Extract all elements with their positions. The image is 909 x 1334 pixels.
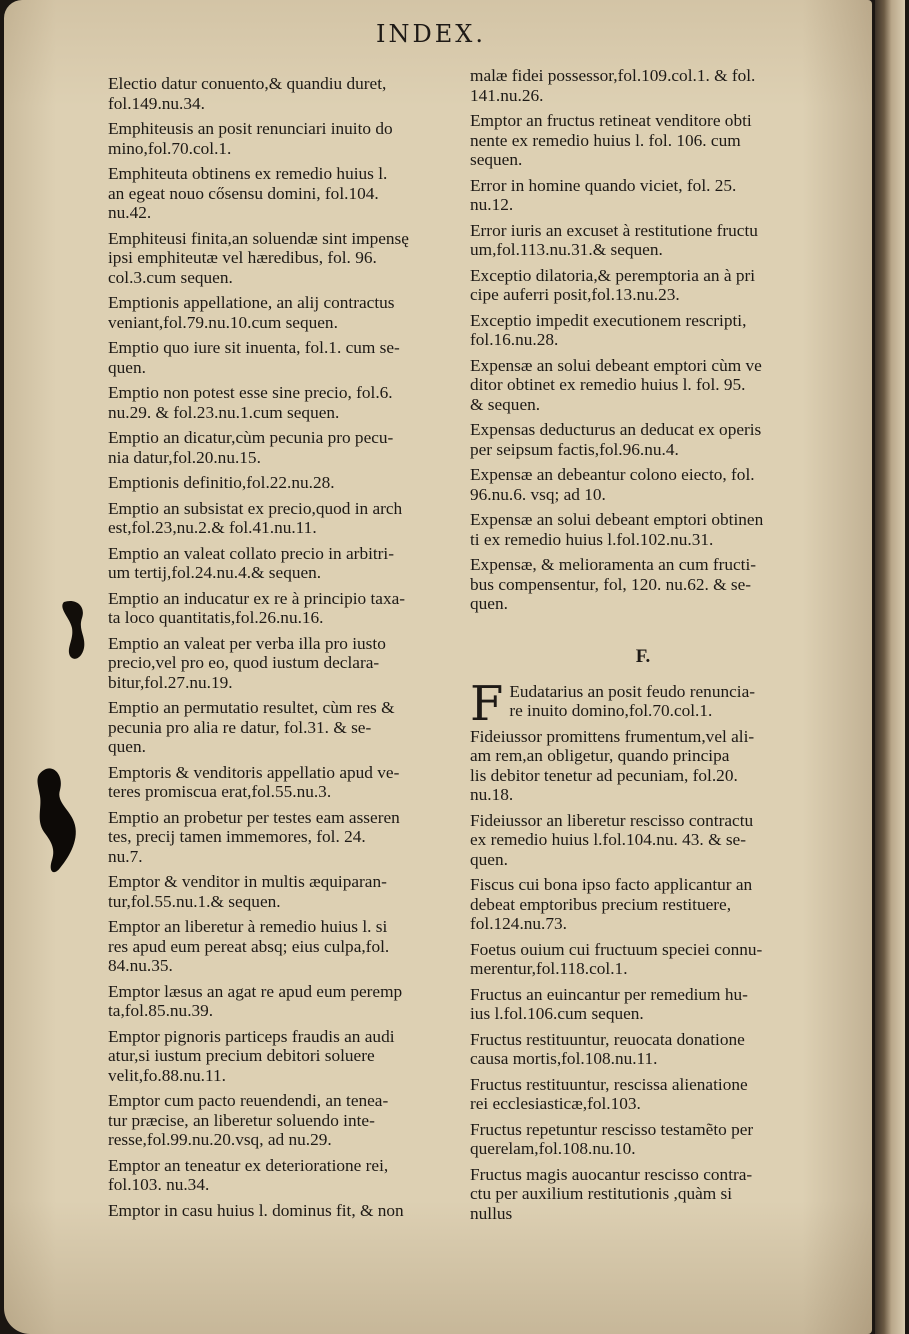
index-entry-line: nu.42. xyxy=(108,203,152,222)
index-entry xyxy=(470,985,816,1024)
index-entry-line: Emptio an permutatio resultet, cùm res & xyxy=(108,698,395,717)
index-entry-line: per seipsum factis,fol.96.nu.4. xyxy=(470,439,679,459)
index-entry-line: res apud eum pereat absq; eius culpa,fol. xyxy=(108,936,390,956)
index-entry xyxy=(108,808,454,867)
index-entry-line: Emphiteusis an posit renunciari inuito do xyxy=(108,119,393,138)
index-entry xyxy=(470,940,816,979)
index-entry-line: resse,fol.99.nu.20.vsq, ad nu.29. xyxy=(108,1130,332,1149)
index-entry-line: 96.nu.6. vsq; ad 10. xyxy=(470,484,606,504)
index-entry-line: Emptor an fructus retineat venditore obti xyxy=(470,111,752,130)
index-entry-line: Emptio an inducatur ex re à principio taxa- xyxy=(108,588,406,608)
index-entry-line: nente ex remedio huius l. fol. 106. cum xyxy=(470,130,741,150)
index-entry-line: Expensæ, & melioramenta an cum fructi- xyxy=(470,555,757,574)
index-entry-line: quen. xyxy=(108,737,146,756)
index-entry-line: Expensæ an debeantur colono eiecto, fol. xyxy=(470,465,755,484)
index-entry-line: Emptio an valeat per verba illa pro iusto xyxy=(108,633,386,653)
index-entry xyxy=(108,1156,454,1195)
index-entry-line: Emptor & venditor in multis æquiparan- xyxy=(108,872,387,891)
index-entry-line: am rem,an obligetur, quando principa xyxy=(470,746,730,765)
index-entry-line: Emptor in casu huius l. dominus fit, & non xyxy=(108,1200,404,1220)
index-entry-line: Fructus magis auocantur rescisso contra- xyxy=(470,1164,753,1184)
index-entry-line: teres promiscua erat,fol.55.nu.3. xyxy=(108,782,332,801)
index-entry-line: Emptor læsus an agat re apud eum peremp xyxy=(108,981,403,1001)
index-entry-line: Emptio an valeat collato precio in arbitri- xyxy=(108,543,394,563)
index-entry-line: nu.7. xyxy=(108,846,143,866)
index-entry-line: velit,fo.88.nu.11. xyxy=(108,1065,226,1085)
index-entry xyxy=(470,811,816,870)
index-entry-line: Fructus an euincantur per remedium hu- xyxy=(470,984,748,1004)
index-entry-line: Error iuris an excuset à restitutione fructu xyxy=(470,220,758,240)
index-entry-line: Exceptio dilatoria,& peremptoria an à pri xyxy=(470,265,756,285)
ink-smudge-upper xyxy=(56,596,96,666)
index-entry-line: Emphiteuta obtinens ex remedio huius l. xyxy=(108,164,388,183)
index-entry-line: Emptor cum pacto reuendendi, an tenea- xyxy=(108,1091,389,1110)
index-entry-line: Emptoris & venditoris appellatio apud ve- xyxy=(108,762,400,782)
index-entry-line: Emptionis definitio,fol.22.nu.28. xyxy=(108,473,335,492)
index-entry-line: Error in homine quando viciet, fol. 25. xyxy=(470,175,737,195)
index-entry-line: Fiscus cui bona ipso facto applicantur an xyxy=(470,875,753,894)
index-entry xyxy=(470,875,816,934)
index-entry xyxy=(108,499,454,538)
index-entry-line: ti ex remedio huius l.fol.102.nu.31. xyxy=(470,529,714,549)
index-entry xyxy=(108,428,454,467)
index-entry-line: ditor obtinet ex remedio huius l. fol. 95. xyxy=(470,375,746,394)
index-entry xyxy=(470,66,816,105)
index-entry xyxy=(108,383,454,422)
index-entry xyxy=(470,311,816,350)
index-entry xyxy=(470,1120,816,1159)
index-entry xyxy=(108,982,454,1021)
drop-cap: F xyxy=(470,675,504,732)
index-entry-line: cipe auferri posit,fol.13.nu.23. xyxy=(470,285,680,304)
index-entry-line: nia datur,fol.20.nu.15. xyxy=(108,447,261,467)
index-entry-line: Emptor an teneatur ex deterioratione rei, xyxy=(108,1155,389,1175)
index-entry-line: debeat emptoribus precium restituere, xyxy=(470,894,732,914)
index-entry-line: causa mortis,fol.108.nu.11. xyxy=(470,1049,658,1068)
index-entry-line: col.3.cum sequen. xyxy=(108,267,233,287)
index-entry-line: querelam,fol.108.nu.10. xyxy=(470,1139,636,1158)
index-entry-line: Fideiussor promittens frumentum,vel ali- xyxy=(470,726,755,746)
index-entry-line: an egeat nouo cősensu domini, fol.104. xyxy=(108,183,379,203)
index-entry-line: nullus xyxy=(470,1203,513,1223)
index-entry-line: Eudatarius an posit feudo renuncia- xyxy=(509,681,756,701)
index-entry-line: est,fol.23,nu.2.& fol.41.nu.11. xyxy=(108,518,317,537)
book-page xyxy=(4,0,872,1334)
index-entry xyxy=(470,465,816,504)
index-entry-line: bitur,fol.27.nu.19. xyxy=(108,672,233,692)
index-entry xyxy=(108,589,454,628)
ink-smudge-lower xyxy=(30,760,90,880)
index-entry xyxy=(108,293,454,332)
index-entry-line: 84.nu.35. xyxy=(108,956,173,975)
index-entry-line: Expensæ an solui debeant emptori obtinen xyxy=(470,510,764,529)
index-entry-line: sequen. xyxy=(470,150,523,169)
index-entry xyxy=(108,229,454,288)
index-entry-line: lis debitor tenetur ad pecuniam, fol.20. xyxy=(470,765,738,785)
index-entry xyxy=(470,266,816,305)
index-entry-line: pecunia pro alia re datur, fol.31. & se- xyxy=(108,717,372,737)
index-entry-line: Emptor an liberetur à remedio huius l. si xyxy=(108,917,388,936)
index-entry-line: Foetus ouium cui fructuum speciei connu- xyxy=(470,939,763,959)
index-entry xyxy=(108,338,454,377)
index-entry xyxy=(108,917,454,976)
index-entry-line: tes, precij tamen immemores, fol. 24. xyxy=(108,827,366,846)
index-column-left xyxy=(108,74,454,1226)
index-entry-line: Fructus restituuntur, reuocata donatione xyxy=(470,1029,745,1049)
index-entry-line: mino,fol.70.col.1. xyxy=(108,138,232,158)
index-entry-line: ta,fol.85.nu.39. xyxy=(108,1001,214,1020)
index-column-right xyxy=(470,66,816,1229)
index-entry-line: Emptionis appellatione, an alij contractus xyxy=(108,293,395,312)
index-entry-line: Exceptio impedit executionem rescripti, xyxy=(470,310,747,330)
index-entry-line: tur,fol.55.nu.1.& sequen. xyxy=(108,891,281,911)
index-entry-line: tur præcise, an liberetur soluendo inte- xyxy=(108,1110,375,1130)
index-entry xyxy=(470,221,816,260)
index-entry xyxy=(470,727,816,805)
index-entry-line: Expensas deducturus an deducat ex operis xyxy=(470,420,762,439)
index-entry-line: Expensæ an solui debeant emptori cùm ve xyxy=(470,355,762,375)
index-entry-line: quen. xyxy=(108,357,146,377)
index-entry-line: atur,si iustum precium debitori soluere xyxy=(108,1046,375,1065)
index-entry-line: Fructus repetuntur rescisso testamẽto per xyxy=(470,1119,754,1139)
index-entry xyxy=(108,1201,454,1221)
index-entries-f xyxy=(470,675,816,1224)
index-entry xyxy=(470,111,816,170)
index-entries-e-continued xyxy=(470,66,816,614)
index-entry-line: ipsi emphiteutæ vel hæredibus, fol. 96. xyxy=(108,248,377,267)
index-entry-line: ta loco quantitatis,fol.26.nu.16. xyxy=(108,608,324,627)
index-entry-line: Fideiussor an liberetur rescisso contractu xyxy=(470,810,754,830)
next-page-edge xyxy=(875,0,905,1334)
index-entry-line: Emptio an subsistat ex precio,quod in arch xyxy=(108,498,403,518)
index-entry xyxy=(470,1030,816,1069)
index-entry xyxy=(108,698,454,757)
index-entry xyxy=(470,1075,816,1114)
index-entry xyxy=(470,555,816,614)
index-entry xyxy=(108,763,454,802)
index-entry-line: Emptio non potest esse sine precio, fol.6. xyxy=(108,383,393,402)
index-entry-line: Fructus restituuntur, rescissa alienatione xyxy=(470,1074,748,1094)
index-entry-line: re inuito domino,fol.70.col.1. xyxy=(509,701,713,720)
index-entry-line: ctu per auxilium restitutionis ,quàm si xyxy=(470,1184,733,1203)
index-entry-line: Emptio an dicatur,cùm pecunia pro pecu- xyxy=(108,428,394,447)
index-entry xyxy=(108,1027,454,1086)
index-entry-line: nu.18. xyxy=(470,785,514,804)
index-entry xyxy=(470,176,816,215)
index-entry-line: nu.29. & fol.23.nu.1.cum sequen. xyxy=(108,402,340,422)
index-entry xyxy=(470,510,816,549)
index-entry-line: ius l.fol.106.cum sequen. xyxy=(470,1004,644,1023)
index-entry xyxy=(108,473,454,493)
index-entry-line: um,fol.113.nu.31.& sequen. xyxy=(470,240,663,259)
index-entry xyxy=(108,634,454,693)
index-entry xyxy=(108,544,454,583)
index-entry-line: fol.16.nu.28. xyxy=(470,330,559,349)
index-entry-line: nu.12. xyxy=(470,195,514,214)
index-entry xyxy=(108,1091,454,1150)
index-entry-line: quen. xyxy=(470,849,508,869)
index-entry-line: rei ecclesiasticæ,fol.103. xyxy=(470,1094,641,1113)
index-entry-line: Emptor pignoris particeps fraudis an audi xyxy=(108,1026,395,1046)
index-entry-line: 141.nu.26. xyxy=(470,85,544,105)
index-entry-line: & sequen. xyxy=(470,394,541,414)
index-entry xyxy=(108,74,454,113)
index-entry-line: malæ fidei possessor,fol.109.col.1. & fol. xyxy=(470,66,756,85)
index-entry xyxy=(470,420,816,459)
index-entry-line: precio,vel pro eo, quod iustum declara- xyxy=(108,653,380,672)
index-entry-line: Electio datur conuento,& quandiu duret, xyxy=(108,74,387,93)
index-entry-line: fol.124.nu.73. xyxy=(470,914,567,933)
index-entry xyxy=(108,119,454,158)
index-entry-line: Emptio quo iure sit inuenta, fol.1. cum se- xyxy=(108,338,400,357)
index-entry-line: Emphiteusi finita,an soluendæ sint impensę xyxy=(108,228,409,248)
index-entry xyxy=(470,675,816,732)
section-letter-heading: F. xyxy=(635,645,651,667)
index-entry-line: Emptio an probetur per testes eam asseren xyxy=(108,807,400,827)
index-entry-line: veniant,fol.79.nu.10.cum sequen. xyxy=(108,312,338,332)
index-entry xyxy=(470,1165,816,1224)
index-entry-line: ex remedio huius l.fol.104.nu. 43. & se- xyxy=(470,830,746,849)
index-entry-line: quen. xyxy=(470,594,508,613)
index-entry-line: fol.103. nu.34. xyxy=(108,1175,210,1194)
running-head: INDEX. xyxy=(376,20,486,48)
index-entry-line: bus compensentur, fol, 120. nu.62. & se- xyxy=(470,574,752,594)
index-entry-line: merentur,fol.118.col.1. xyxy=(470,959,628,978)
index-entry xyxy=(470,356,816,415)
index-entry xyxy=(108,872,454,911)
index-entry-line: um tertij,fol.24.nu.4.& sequen. xyxy=(108,563,322,582)
index-entry-line: fol.149.nu.34. xyxy=(108,93,205,113)
index-entry xyxy=(108,164,454,223)
